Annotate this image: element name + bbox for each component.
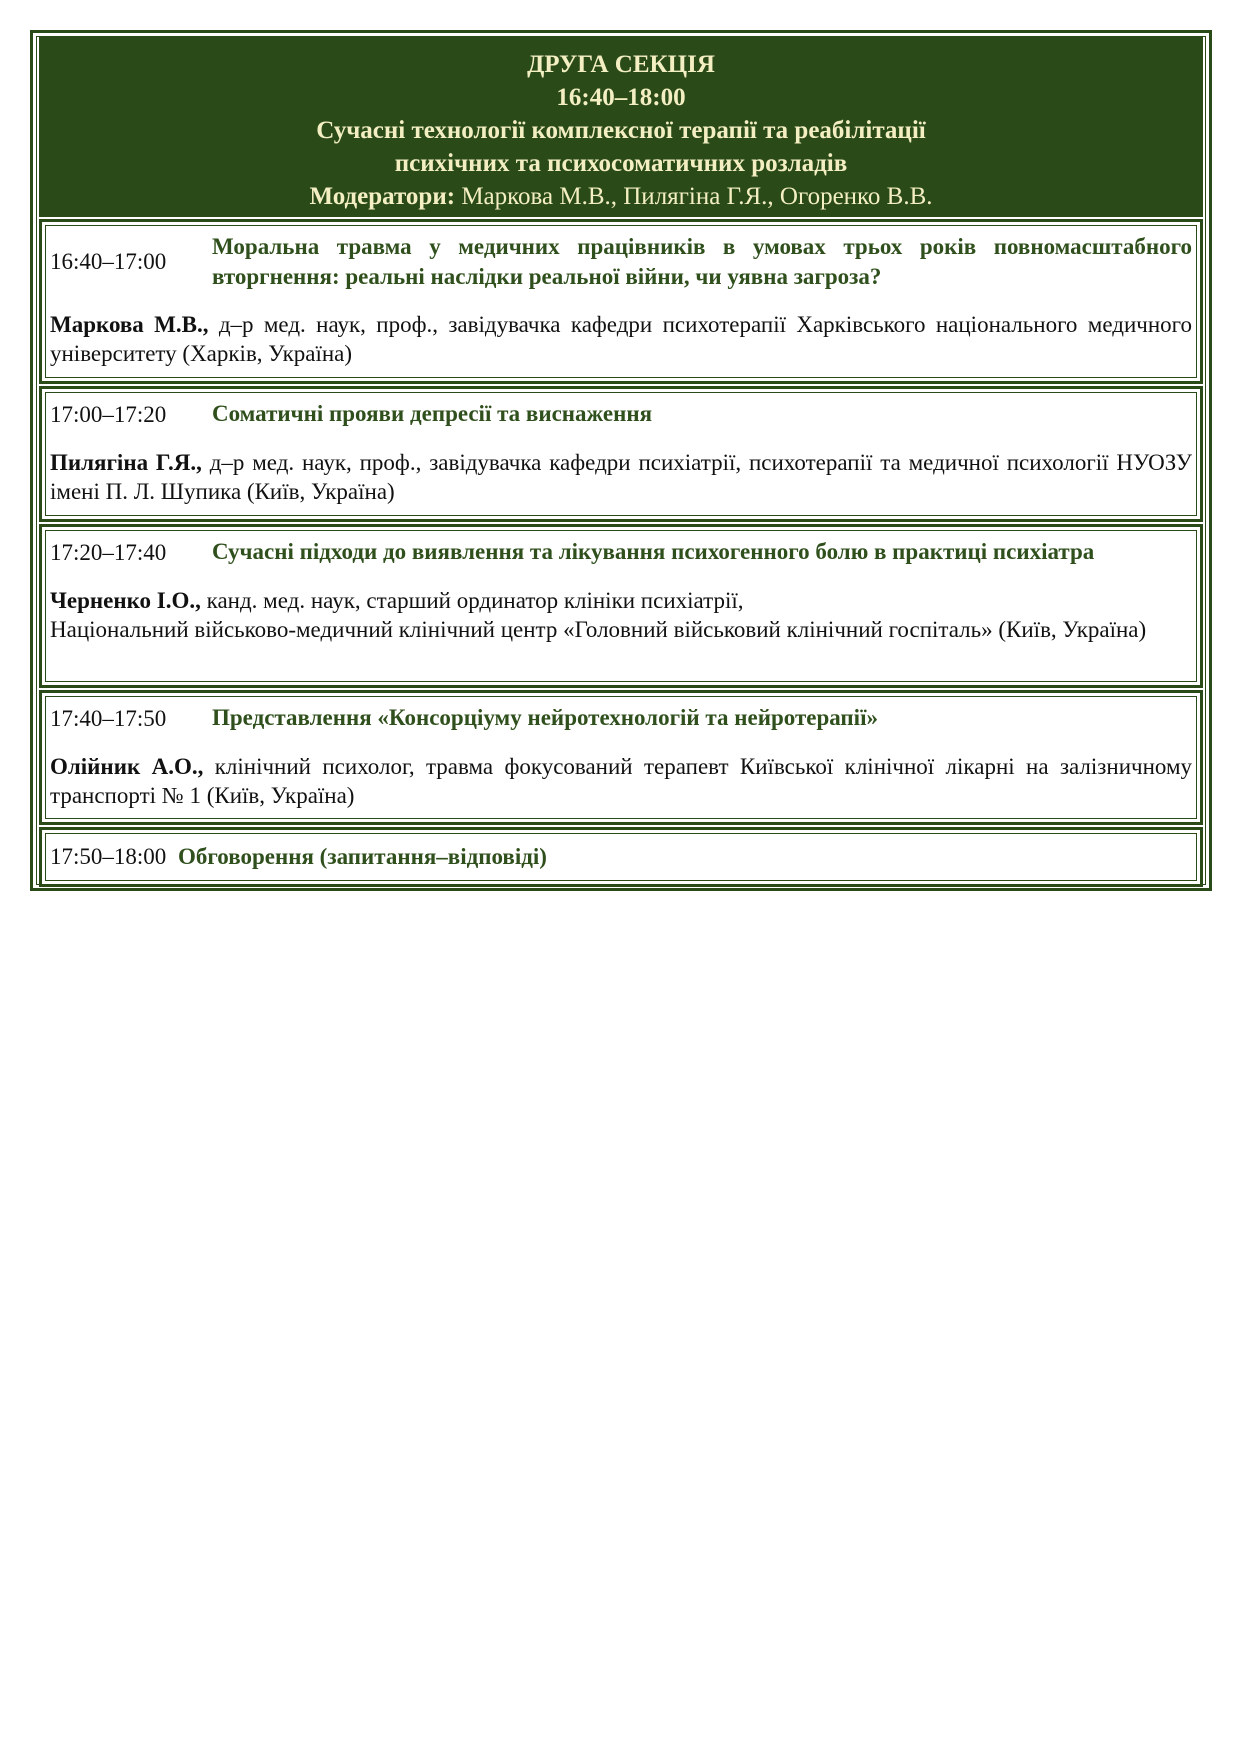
moderators-line xyxy=(39,180,1203,213)
talk-session xyxy=(39,219,1203,384)
speaker-name: Черненко І.О., xyxy=(50,588,201,613)
speaker-details: канд. мед. наук, старший ординатор клініки психіатрії, xyxy=(206,588,744,613)
talk-line xyxy=(50,232,1192,292)
discussion-time: 17:50–18:00 xyxy=(50,844,167,869)
speaker-info xyxy=(50,448,1192,506)
program-table-inner xyxy=(36,36,1206,885)
talk-title: Сучасні підходи до виявлення та лікування психогенного болю в практиці психіатра xyxy=(212,539,1095,564)
speaker-info xyxy=(50,586,1192,644)
discussion-title: Обговорення (запитання–відповіді) xyxy=(178,844,547,869)
talk-session xyxy=(39,524,1203,688)
talk-time: 16:40–17:00 xyxy=(50,249,167,274)
section-header xyxy=(39,37,1203,217)
speaker-info xyxy=(50,310,1192,368)
talk-line xyxy=(50,399,1192,430)
talk-time: 17:40–17:50 xyxy=(50,706,167,731)
talk-title: Соматичні прояви депресії та виснаження xyxy=(212,401,653,426)
speaker-name: Пилягіна Г.Я., xyxy=(50,450,202,475)
section-title-line1: Сучасні технології комплексної терапії та реабілітації xyxy=(316,117,926,144)
talk-title: Представлення «Консорціуму нейротехнологій та нейротерапії» xyxy=(212,705,878,730)
speaker-details: клінічний психолог, травма фокусований терапевт Київської клінічної лікарні на залізничному транспорті № 1 (Київ, Україна) xyxy=(50,754,1192,808)
speaker-details: д–р мед. наук, проф., завідувачка кафедри психіатрії, психотерапії та медичної психології НУОЗУ імені П. Л. Шупика (Київ, Україна) xyxy=(50,450,1192,504)
speaker-details-line2: Національний військово-медичний клінічний центр «Головний військовий клінічний госпіталь» (Київ, Україна) xyxy=(50,617,1147,642)
talk-title: Моральна травма у медичних працівників в умовах трьох років повномасштабного вторгнення: реальні наслідки реальної війни, чи уявна загроза? xyxy=(212,234,1192,289)
speaker-name: Олійник А.О., xyxy=(50,754,204,779)
talk-session xyxy=(39,690,1203,825)
moderators-label: Модератори: xyxy=(309,183,456,210)
moderators-names: Маркова М.В., Пилягіна Г.Я., Огоренко В.В. xyxy=(461,183,933,210)
talk-line xyxy=(50,537,1192,568)
section-name: ДРУГА СЕКЦІЯ xyxy=(527,51,715,78)
talk-line xyxy=(50,703,1192,734)
section-title-line2: психічних та психосоматичних розладів xyxy=(394,150,848,177)
talk-time: 17:20–17:40 xyxy=(50,540,167,565)
speaker-name: Маркова М.В., xyxy=(50,312,209,337)
section-time: 16:40–18:00 xyxy=(556,84,686,111)
speaker-info xyxy=(50,752,1192,810)
talk-time: 17:00–17:20 xyxy=(50,402,167,427)
program-table xyxy=(30,30,1212,891)
talk-session xyxy=(39,386,1203,522)
discussion-line xyxy=(50,842,1192,872)
discussion-session xyxy=(39,827,1203,887)
speaker-details: д–р мед. наук, проф., завідувачка кафедри психотерапії Харківського національного медичного університету (Харків, Україна) xyxy=(50,312,1192,366)
